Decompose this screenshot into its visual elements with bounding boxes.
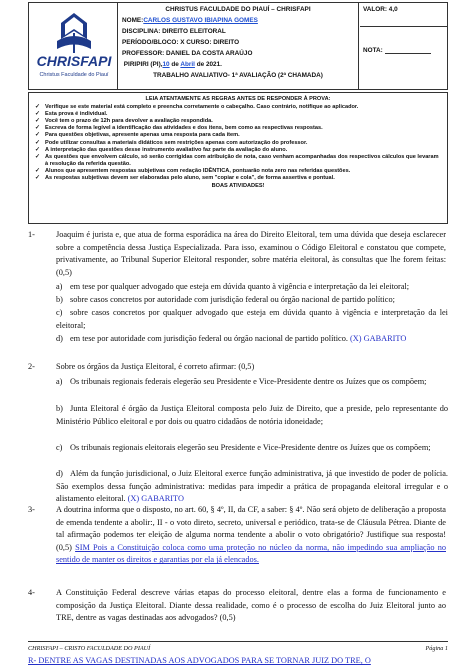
page-number: Página 1 <box>425 645 448 652</box>
professor-name: PROFESSOR: DANIEL DA COSTA ARAÚJO <box>122 50 253 57</box>
checkmark-icon: ✓ <box>35 175 41 182</box>
q1-text: Joaquim é jurista e, que atua de forma esporádica na área do Direito Eleitoral, tem uma dúvida que deseja esclarecer sobre a competência dessa Justiça Especializada. Para isso, examinou o Código Eleitoral e constatou que compete, privativamente, ao Tribunal Superior Eleitoral responder, sobre matéria eleitoral, às consultas que lhe forem feitas: (0,5) <box>56 230 446 277</box>
q1-option-c: c) sobre casos concretos por qualquer advogado que esteja em dúvida quanto à vigência e interpretação da lei eleitoral; <box>56 308 448 330</box>
checkmark-icon: ✓ <box>35 118 41 125</box>
rule-item: ✓ Alunos que apresentem respostas subjetivas com redação IDÊNTICA, pontuarão nota zero nas referidas questões. <box>35 167 351 174</box>
checkmark-icon: ✓ <box>35 125 41 132</box>
q1-option-d: d) em tese por autoridade com jurisdição federal ou órgão nacional de partido político. (X) GABARITO <box>56 334 407 343</box>
q3-text: A doutrina informa que o disposto, no art. 60, § 4º, II, da CF, a saber: § 4º. Não será objeto de deliberação a proposta de emenda tendente a abolir:, II - o voto direto, secreto, universal e periódico, trata-se de Cláusula Pétrea. Diante de tal afirmação podemos ter eleição de alguma norma tendente a abolir o voto obrigatório? Justifique sua resposta! (0,5) SIM Pois a Constituição coloca como uma proteção no núcleo da norma, não impedindo sua ampliação no sentido de manter os direitos e garantias por ela já elencados. <box>56 505 446 565</box>
chrisfapi-logo <box>31 9 117 87</box>
checkmark-icon: ✓ <box>35 139 41 146</box>
student-name: NOME:CARLOS GUSTAVO IBIAPINA GOMES <box>122 17 258 24</box>
assessment-title: TRABALHO AVALIATIVO- 1ª AVALIAÇÃO (2ª CHAMADA) <box>153 72 323 79</box>
nota-field: NOTA: <box>363 47 431 54</box>
page-footer <box>28 641 448 652</box>
rule-item: ✓ Esta prova é individual. <box>35 111 108 118</box>
rules-box <box>28 92 448 224</box>
q4-answer: R- DENTRE AS VAGAS DESTINADAS AOS ADVOGADOS PARA SE TORNAR JUIZ DO TRE, O <box>28 656 371 665</box>
discipline: DISCIPLINA: DIREITO ELEITORAL <box>122 28 226 35</box>
date-line: PIRIPIRI (PI),10 de Abril de 2021. <box>123 61 222 68</box>
q2-option-c: c) Os tribunais regionais eleitorais elegerão seu Presidente e Vice-Presidente dentre os Juízes que os compõem; <box>56 443 431 452</box>
header-info <box>117 3 359 89</box>
checkmark-icon: ✓ <box>35 111 41 118</box>
rule-item: ✓ Verifique se este material está completo e preencha corretamente o cabeçalho. Caso contrário, notifique ao aplicador. <box>35 104 359 111</box>
header-box <box>28 2 448 90</box>
rule-item: ✓ Você tem o prazo de 12h para devolver a avaliação respondida. <box>35 118 213 125</box>
checkmark-icon: ✓ <box>35 146 41 153</box>
checkmark-icon: ✓ <box>35 153 41 160</box>
rules-closing: BOAS ATIVIDADES! <box>211 183 265 190</box>
rules-list <box>35 104 441 182</box>
svg-text:Christus Faculdade do Piauí: Christus Faculdade do Piauí <box>39 72 109 78</box>
checkmark-icon: ✓ <box>35 167 41 174</box>
q2-answer-mark: (X) GABARITO <box>127 494 184 504</box>
student-name-value: CARLOS GUSTAVO IBIAPINA GOMES <box>143 17 258 24</box>
rule-item: ✓ As respostas subjetivas devem ser elaboradas pelo aluno, sem "copiar e cola", de forma assertiva e pontual. <box>35 175 335 182</box>
q2-text: Sobre os órgãos da Justiça Eleitoral, é correto afirmar: (0,5) <box>56 362 255 371</box>
q2-option-b: b) Junta Eleitoral é órgão da Justiça Eleitoral composta pelo Juiz de Direito, que a preside, pelo representante do Ministério Público eleitoral e por dois ou quatro cidadãos de notória idoneidade; <box>56 404 448 426</box>
footer-institution: CHRISFAPI – CRISTO FACULDADE DO PIAUÍ <box>28 645 151 652</box>
q1-answer-mark: (X) GABARITO <box>350 334 407 343</box>
rules-title: LEIA ATENTAMENTE AS REGRAS ANTES DE RESPONDER À PROVA: <box>145 96 331 102</box>
q3-number: 3- <box>28 505 35 514</box>
rule-item: ✓ As questões que envolvem cálculo, só serão corrigidas com atribuição de nota, caso venham acompanhadas dos respectivos cálculos que levaram à resolução da referida questão. <box>35 153 439 167</box>
q2-number: 2- <box>28 362 35 371</box>
checkmark-icon: ✓ <box>35 104 41 111</box>
rule-item: ✓ Escreva de forma legível a identificação das atividades e dos itens, bem como as respectivas respostas. <box>35 125 323 132</box>
svg-text:CHRISFAPI: CHRISFAPI <box>36 53 112 69</box>
q3-answer: SIM Pois a Constituição coloca como uma proteção no núcleo da norma, não impedindo sua ampliação no sentido de manter os direitos e garantias por ela já elencados. <box>56 542 446 565</box>
q4-text: A Constituição Federal descreve várias etapas do processo eleitoral, dentre elas a forma de funcionamento e composição da Justiça Eleitoral. Diante dessa realidade, como é o processo de escolha do Juiz Eleitoral junto ao TRE, dentre as vagas destinadas aos advogados? (0,5) <box>56 588 446 623</box>
valor-label: VALOR: 4,0 <box>363 6 398 13</box>
rule-item: ✓ A interpretação das questões desse instrumento avaliativo faz parte da avaliação do aluno. <box>35 146 288 153</box>
q2-option-a: a) Os tribunais regionais federais elegerão seu Presidente e Vice-Presidente dentre os Juízes que os compõem; <box>56 377 427 386</box>
q1-option-b: b) sobre casos concretos por autoridade com jurisdição federal ou órgão nacional de partido político; <box>56 295 395 304</box>
institution-name: CHRISTUS FACULDADE DO PIAUÍ – CHRISFAPI <box>165 6 311 13</box>
q4-number: 4- <box>28 588 35 597</box>
rule-item: ✓ Para questões objetivas, apresente apenas uma resposta para cada item. <box>35 132 240 139</box>
rule-item: ✓ Pode utilizar consultas a materiais didáticos sem restrições apenas com autorização do professor. <box>35 139 308 146</box>
period-course: PERÍODO/BLOCO: X CURSO: DIREITO <box>122 39 240 46</box>
q2-option-d: d) Além da função jurisdicional, o Juiz Eleitoral exerce função administrativa, já que investido de poder de polícia. São exemplos dessa função administrativa: medidas para impedir a prática de propaganda eleitoral irregular e o alistamento eleitoral. (X) GABARITO <box>56 469 448 504</box>
q1-option-a: a) em tese por qualquer advogado que esteja em dúvida quanto à vigência e interpretação da lei eleitoral; <box>56 282 410 291</box>
grade-box <box>360 3 448 89</box>
q1-number: 1- <box>28 230 35 239</box>
checkmark-icon: ✓ <box>35 132 41 139</box>
